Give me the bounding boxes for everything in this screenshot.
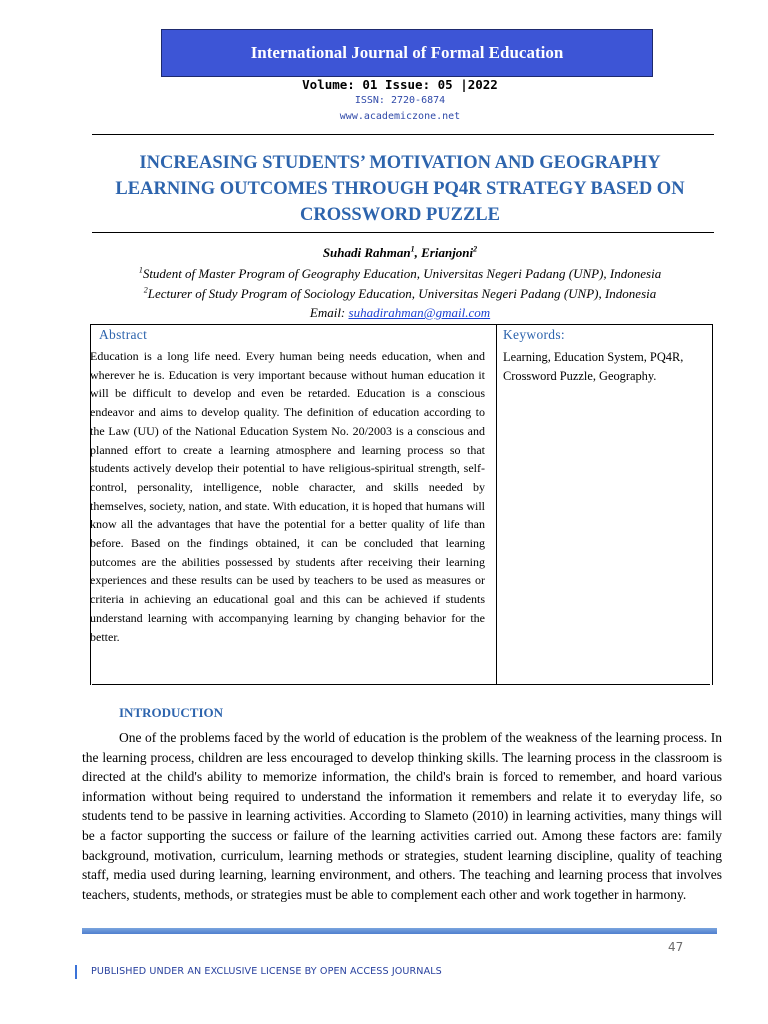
- keywords-text: Learning, Education System, PQ4R, Crossword Puzzle, Geography.: [503, 350, 684, 383]
- header-divider: [92, 134, 714, 135]
- author-2: Erianjoni: [421, 245, 474, 260]
- author-line: [0, 245, 768, 261]
- abstract-box-top-border: [90, 324, 713, 325]
- page-number: 47: [668, 940, 684, 954]
- footer-marker: [75, 965, 77, 979]
- journal-banner: [161, 29, 653, 77]
- journal-website[interactable]: www.academiczone.net: [339, 111, 461, 122]
- journal-name: International Journal of Formal Education: [250, 43, 564, 62]
- author-2-sup: 2: [473, 244, 478, 254]
- author-1: Suhadi Rahman: [322, 245, 411, 260]
- license-notice: PUBLISHED UNDER AN EXCLUSIVE LICENSE BY OPEN ACCESS JOURNALS: [91, 966, 442, 977]
- affiliation-2-sup: 2: [143, 285, 148, 295]
- email-label: Email:: [309, 305, 349, 320]
- abstract-box-bottom-border: [92, 684, 710, 685]
- introduction-heading: INTRODUCTION: [119, 705, 224, 720]
- author-1-sup: 1: [410, 244, 415, 254]
- affiliation-2-text: Lecturer of Study Program of Sociology Education, Universitas Negeri Padang (UNP), Indonesia: [147, 286, 657, 301]
- issn: ISSN: 2720-6874: [354, 95, 446, 106]
- email-link[interactable]: suhadirahman@gmail.com: [348, 305, 491, 320]
- email-line: [0, 305, 768, 321]
- title-divider: [92, 232, 714, 233]
- affiliation-1: [0, 266, 768, 282]
- article-title: INCREASING STUDENTS’ MOTIVATION AND GEOGRAPHY LEARNING OUTCOMES THROUGH PQ4R STRATEGY BASED ON CROSSWORD PUZZLE: [115, 153, 685, 225]
- volume-issue: Volume: 01 Issue: 05 |2022: [302, 77, 498, 92]
- affiliation-1-text: Student of Master Program of Geography Education, Universitas Negeri Padang (UNP), Indonesia: [142, 266, 662, 281]
- abstract-heading: Abstract: [99, 327, 148, 342]
- abstract-text: Education is a long life need. Every human being needs education, when and wherever he is. Education is very important because without human education it will be difficult to develop and even be retarded. Education is a conscious endeavor and aims to develop quality. The definition of education according to the Law (UU) of the National Education System No. 20/2003 is a conscious and planned effort to create a learning atmosphere and learning process so that students actively develop their potential to have religious-spiritual strength, self-control, personality, intelligence, noble character, and skills needed by themselves, society, nation, and state. With education, it is hoped that humans will know all the advantages that have the potential for a better quality of life than before. Based on the findings obtained, it can be concluded that learning outcomes are the abilities possessed by students after receiving their learning experiences and these results can be used by teachers to be used as measures or criteria in achieving an educational goal and this can be achieved if students understand learning with accompanying learning by changing behavior for the better.: [90, 349, 485, 644]
- keywords-heading: Keywords:: [503, 327, 565, 342]
- affiliation-2: [0, 286, 768, 302]
- affiliation-1-sup: 1: [138, 265, 143, 275]
- footer-bar: [82, 928, 717, 934]
- author-separator: ,: [414, 245, 422, 260]
- abstract-box-divider: [496, 324, 497, 685]
- introduction-text: One of the problems faced by the world of education is the problem of the weakness of the learning process. In the learning process, children are less encouraged to develop thinking skills. The learning process in the classroom is directed at the child's ability to memorize information, the child's brain is forced to remember, and hoard various information without being required to understand the information it remembers and relate it to everyday life, so students tend to be passive in learning activities. According to Slameto (2010) in learning activities, many things will be a factor supporting the success or failure of the learning activities carried out. Among these factors are: family background, motivation, curriculum, learning methods or strategies, student learning discipline, quality of teaching staff, media used during learning, learning environment, and others. The teaching and learning process that involves teachers, students, methods, or strategies must be able to complement each other and work together in harmony.: [82, 730, 722, 902]
